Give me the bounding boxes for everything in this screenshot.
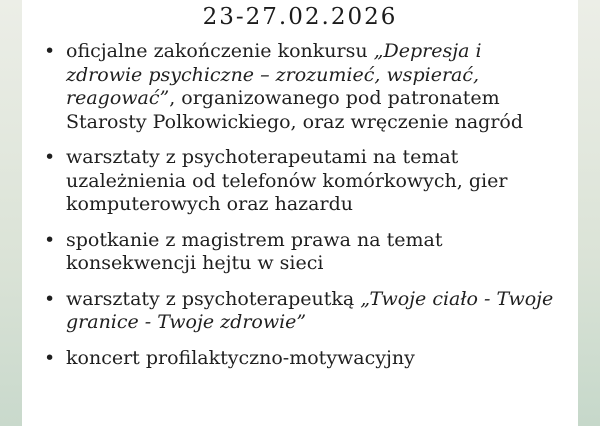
event-date: 23-27.02.2026 (202, 4, 398, 30)
item-text: oficjalne zakończenie konkursu (66, 40, 374, 62)
item-text: , organizowanego pod patronatem Starosty Polkowickiego, oraz wręczenie nagród (66, 87, 524, 133)
item-text: koncert profilaktyczno-motywacyjny (66, 346, 415, 369)
list-item (22, 146, 578, 217)
list-item (22, 229, 578, 276)
contest-title: „Depresja i zdrowie psychiczne – zrozumieć, wspierać, reagować” (66, 40, 482, 109)
item-text: spotkanie z magistrem prawa na temat konsekwencji hejtu w sieci (66, 228, 443, 274)
item-text: warsztaty z psychoterapeutką (66, 287, 361, 310)
list-item (22, 347, 578, 371)
bullet-icon: • (44, 40, 56, 62)
item-text: warsztaty z psychoterapeutami na temat uzależnienia od telefonów komórkowych, gier komputerowych oraz hazardu (66, 146, 508, 215)
activities-list (22, 40, 578, 370)
list-item (22, 40, 578, 134)
bullet-icon: • (44, 346, 56, 369)
list-item (22, 288, 578, 335)
bullet-icon: • (44, 287, 56, 310)
workshop-title: „Twoje ciało - Twoje granice - Twoje zdrowie” (66, 287, 554, 333)
bullet-icon: • (44, 146, 56, 168)
background-right-strip (578, 0, 600, 426)
background-left-strip (0, 0, 22, 426)
bullet-icon: • (44, 228, 56, 251)
content-card (22, 0, 578, 426)
